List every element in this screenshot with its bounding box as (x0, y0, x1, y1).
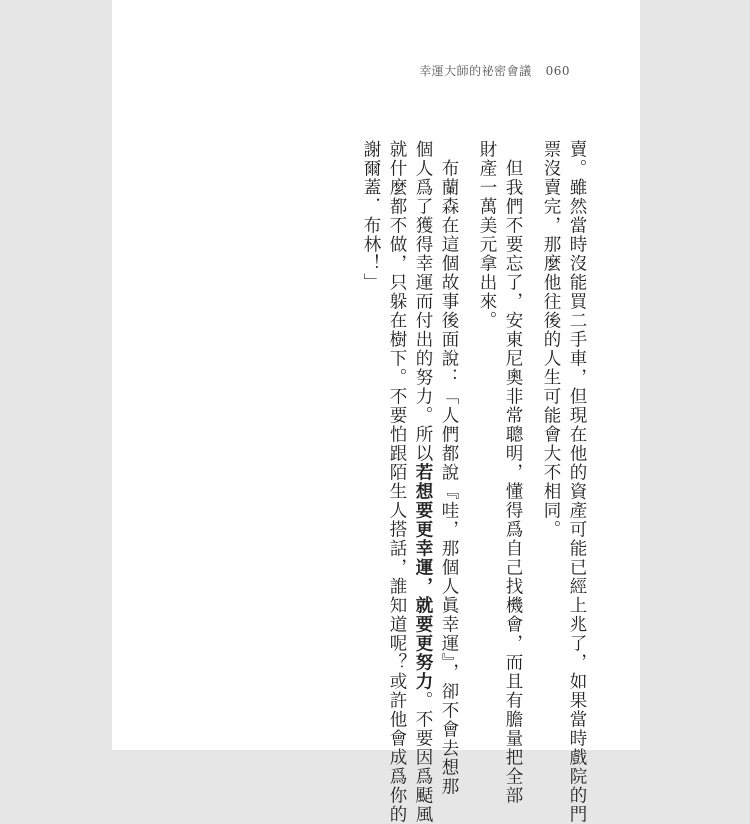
text-run: 。不要因爲颳風 (413, 691, 433, 824)
paragraph-gap (462, 140, 474, 680)
text-column: 但我們不要忘了，安東尼奧非常聰明，懂得爲自己找機會，而且有膽量把全部 (503, 140, 523, 805)
text-column: 謝爾蓋．布林！」 (361, 140, 381, 292)
text-column: 賣。雖然當時沒能買二手車，但現在他的資產可能已經上兆了，如果當時戲院的門 (567, 140, 587, 824)
vertical-text-body (358, 140, 590, 824)
text-column (410, 140, 436, 824)
book-title: 幸運大師的祕密會議 (419, 64, 532, 78)
text-column: 財產一萬美元拿出來。 (477, 140, 497, 330)
text-run: 個人爲了獲得幸運而付出的努力。所以 (413, 140, 433, 463)
text-column: 布蘭森在這個故事後面說：「人們都說『哇，那個人眞幸運』，卻不會去想那 (439, 140, 459, 797)
paragraph-gap (526, 140, 538, 680)
page-number: 060 (545, 64, 570, 78)
text-column: 就什麼都不做，只躲在樹下。不要怕跟陌生人搭話，誰知道呢？或許他會成爲你的 (387, 140, 407, 824)
emphasis-text: 若想要更幸運，就要更努力 (413, 463, 433, 691)
text-column: 票沒賣完，那麼他往後的人生可能會大不相同。 (541, 140, 561, 539)
book-page (112, 0, 640, 824)
running-header (419, 62, 570, 79)
